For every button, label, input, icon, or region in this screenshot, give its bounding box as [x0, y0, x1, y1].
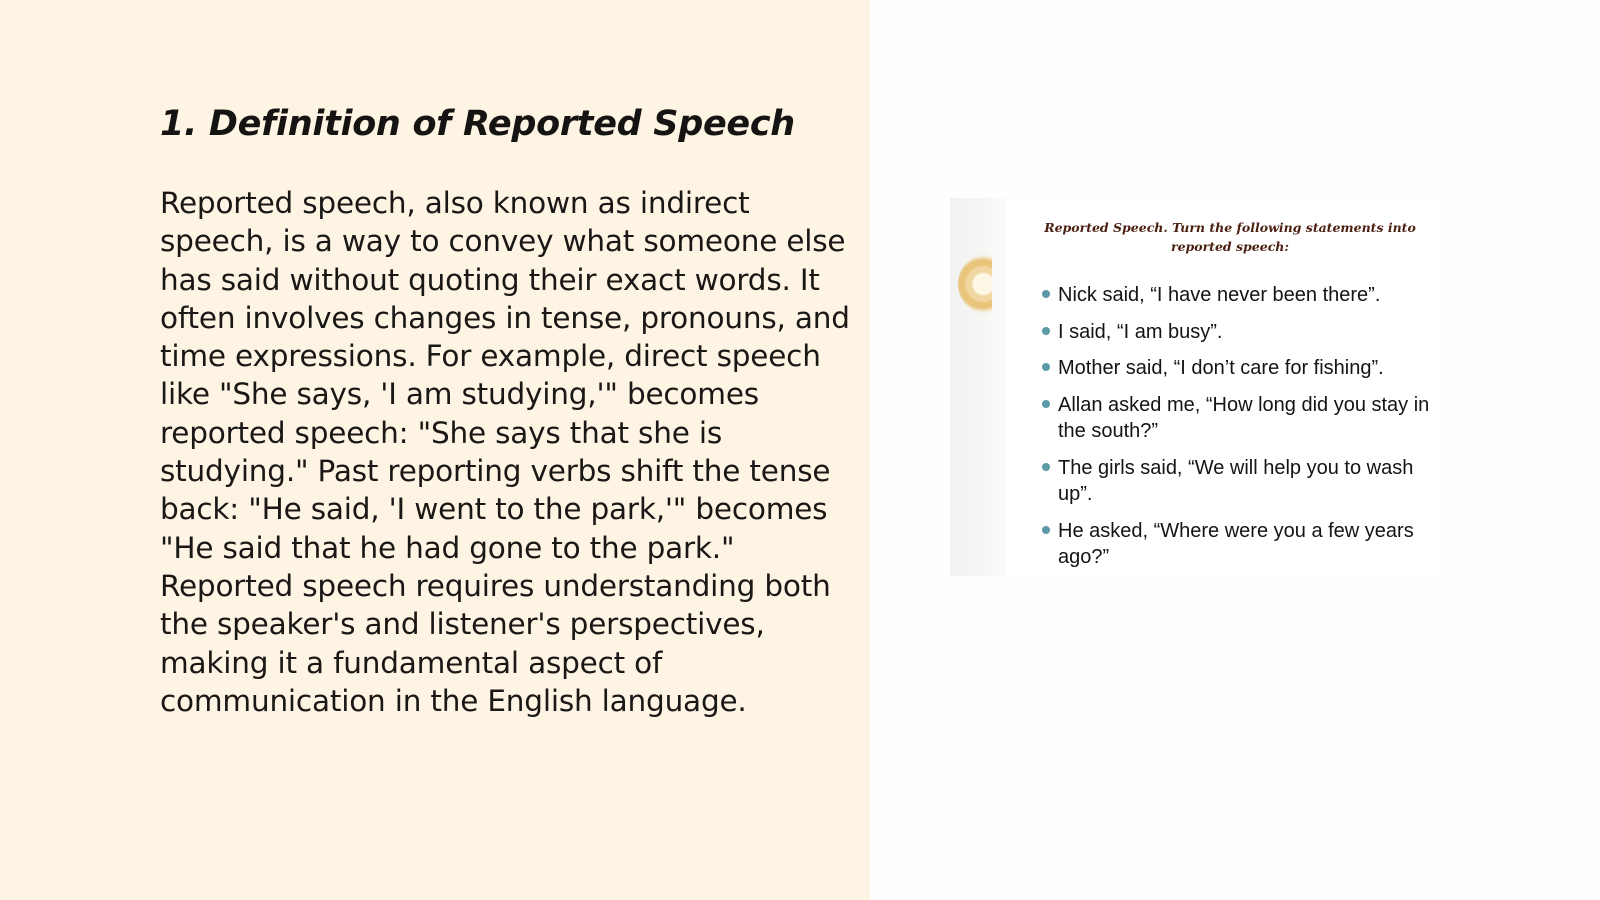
- exercise-text: Allan asked me, “How long did you stay in the south?”: [1058, 393, 1430, 442]
- exercise-item: [1040, 355, 1440, 382]
- bullet-icon: [1042, 290, 1050, 298]
- bullet-icon: [1042, 526, 1050, 534]
- exercise-list: [1040, 282, 1440, 581]
- slide-body-text: Reported speech, also known as indirect speech, is a way to convey what someone else has said without quoting their exact words. It often involves changes in tense, pronouns, and time expressions. For example, direct speech like "She says, 'I am studying,'" becomes reported speech: "She says that she is studying." Past reporting verbs shift the tense back: "He said, 'I went to the park,'" becomes "He said that he had gone to the park." Reported speech requires understanding both the speaker's and listener's perspectives, making it a fundamental aspect of communication in the English language.: [160, 186, 850, 718]
- exercise-item: [1040, 455, 1440, 508]
- exercise-item: [1040, 392, 1440, 445]
- exercise-text: Nick said, “I have never been there”.: [1058, 284, 1381, 306]
- exercise-text: Mother said, “I don’t care for fishing”.: [1058, 357, 1384, 379]
- worksheet-heading: Reported Speech. Turn the following statements into reported speech:: [1044, 220, 1416, 254]
- worksheet-image: [950, 198, 1440, 578]
- exercise-item: [1040, 282, 1440, 309]
- slide-title: 1. Definition of Reported Speech: [160, 104, 795, 144]
- exercise-text: I said, “I am busy”.: [1058, 320, 1223, 343]
- bullet-icon: [1042, 327, 1050, 335]
- bullet-icon: [1042, 400, 1050, 408]
- exercise-text: He asked, “Where were you a few years ago?”: [1058, 519, 1414, 568]
- exercise-item: [1040, 319, 1440, 346]
- bullet-icon: [1042, 463, 1050, 471]
- bullet-icon: [1042, 363, 1050, 371]
- exercise-item: [1040, 518, 1440, 571]
- exercise-text: The girls said, “We will help you to wash up”.: [1058, 456, 1414, 505]
